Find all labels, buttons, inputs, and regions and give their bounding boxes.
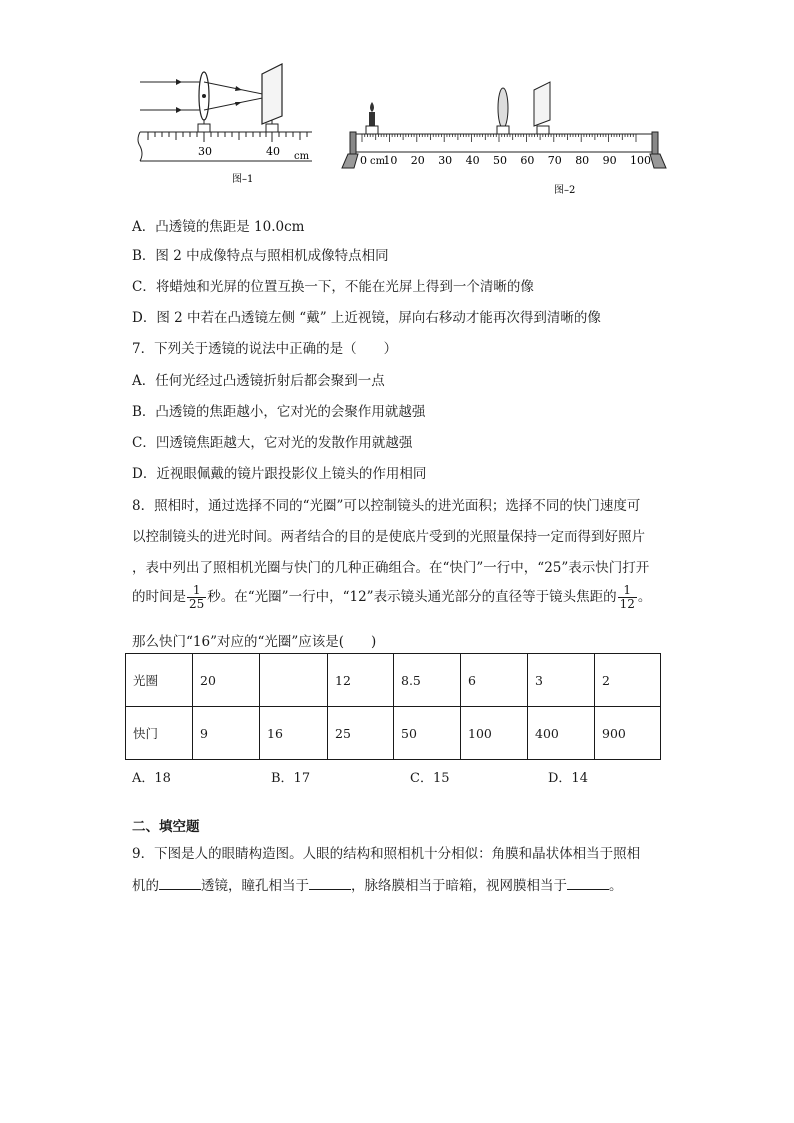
- table-cell: 2: [595, 654, 661, 707]
- bench-tick-label: 0: [360, 154, 367, 167]
- frac2-denominator: 12: [619, 597, 635, 611]
- table-row: [126, 654, 661, 707]
- q9-part-3: ，脉络膜相当于暗箱，视网膜相当于: [351, 878, 567, 894]
- fig1-caption: 图–1: [232, 174, 254, 185]
- q7-option-d: D．近视眼佩戴的镜片跟投影仪上镜头的作用相同: [132, 466, 427, 482]
- q8-option-c: C．15: [410, 771, 450, 786]
- table-row: [126, 707, 661, 760]
- fig2-caption: 图–2: [554, 185, 576, 195]
- q8-line-4-b: 秒。在“光圈”一行中，“12”表示镜头通光部分的直径等于镜头焦距的: [207, 589, 617, 605]
- bench-tick-label: 20: [410, 154, 425, 167]
- figure-1-convex-lens-focus: [136, 60, 316, 185]
- answer-blank-2[interactable]: [309, 876, 351, 890]
- q6-option-d: D．图 2 中若在凸透镜左侧 “戴” 上近视镜，屏向右移动才能再次得到清晰的像: [132, 310, 601, 326]
- table-cell: 16: [260, 707, 328, 760]
- row-label-shutter: 快门: [126, 707, 193, 760]
- fig1-tick-40: 40: [266, 145, 280, 158]
- q9-line-2: [132, 874, 623, 894]
- table-cell: 9: [193, 707, 260, 760]
- table-cell: 50: [394, 707, 461, 760]
- figure-2-optical-bench: [340, 80, 670, 195]
- q6-option-b: B．图 2 中成像特点与照相机成像特点相同: [132, 248, 389, 264]
- bench-tick-label: 80: [575, 154, 590, 167]
- bench-tick-label: 30: [438, 154, 453, 167]
- table-cell: 400: [528, 707, 595, 760]
- q8-line-2: 以控制镜头的进光时间。两者结合的目的是使底片受到的光照量保持一定而得到好照片: [132, 529, 645, 545]
- table-cell: 100: [461, 707, 528, 760]
- aperture-shutter-table: [125, 653, 661, 760]
- table-cell: 12: [328, 654, 394, 707]
- bench-unit: cm: [370, 156, 386, 167]
- q6-option-c: C．将蜡烛和光屏的位置互换一下，不能在光屏上得到一个清晰的像: [132, 279, 534, 295]
- answer-blank-1[interactable]: [159, 876, 201, 890]
- q9-line-1: 9．下图是人的眼睛构造图。人眼的结构和照相机十分相似：角膜和晶状体相当于照相: [132, 846, 641, 862]
- q8-line-4: [132, 584, 651, 611]
- fig1-unit: cm: [294, 151, 310, 162]
- bench-tick-label: 100: [630, 154, 651, 167]
- table-cell: [260, 654, 328, 707]
- q9-part-1: 机的: [132, 878, 159, 894]
- bench-tick-label: 70: [547, 154, 562, 167]
- q7-option-c: C．凹透镜焦距越大，它对光的发散作用就越强: [132, 435, 413, 451]
- q6-option-a: A．凸透镜的焦距是 10.0cm: [132, 219, 305, 235]
- q8-line-4-c: 。: [637, 589, 652, 605]
- fraction-1-12: [618, 584, 637, 611]
- fraction-1-25: [187, 584, 206, 611]
- q9-part-2: 透镜，瞳孔相当于: [201, 878, 309, 894]
- section-title-fill-in: 二、填空题: [132, 819, 200, 835]
- q8-line-1: 8．照相时，通过选择不同的“光圈”可以控制镜头的进光面积；选择不同的快门速度可: [132, 498, 641, 514]
- q8-line-3: ，表中列出了照相机光圈与快门的几种正确组合。在“快门”一行中，“25”表示快门打开: [132, 560, 650, 576]
- bench-tick-label: 60: [520, 154, 535, 167]
- frac1-numerator: 1: [187, 584, 206, 598]
- bench-tick-label: 50: [493, 154, 507, 167]
- q8-option-b: B．17: [271, 771, 311, 786]
- table-cell: 8.5: [394, 654, 461, 707]
- q7-option-b: B．凸透镜的焦距越小，它对光的会聚作用就越强: [132, 404, 426, 420]
- q7-stem: 7．下列关于透镜的说法中正确的是（ ）: [132, 341, 398, 357]
- q8-line-5: 那么快门“16”对应的“光圈”应该是( ): [132, 634, 377, 650]
- q8-option-d: D．14: [548, 771, 588, 786]
- bench-tick-label: 40: [465, 154, 480, 167]
- table-cell: 900: [595, 707, 661, 760]
- table-cell: 3: [528, 654, 595, 707]
- answer-blank-3[interactable]: [567, 876, 609, 890]
- q9-part-4: 。: [609, 878, 623, 894]
- frac2-numerator: 1: [618, 584, 637, 598]
- frac1-denominator: 25: [189, 597, 205, 611]
- q8-option-a: A．18: [132, 771, 171, 786]
- fig1-tick-30: 30: [198, 145, 212, 158]
- bench-tick-label: 10: [383, 154, 398, 167]
- q7-option-a: A．任何光经过凸透镜折射后都会聚到一点: [132, 373, 385, 389]
- table-cell: 6: [461, 654, 528, 707]
- q8-line-4-a: 的时间是: [132, 589, 186, 605]
- row-label-aperture: 光圈: [126, 654, 193, 707]
- table-cell: 25: [328, 707, 394, 760]
- table-cell: 20: [193, 654, 260, 707]
- bench-tick-label: 90: [602, 154, 617, 167]
